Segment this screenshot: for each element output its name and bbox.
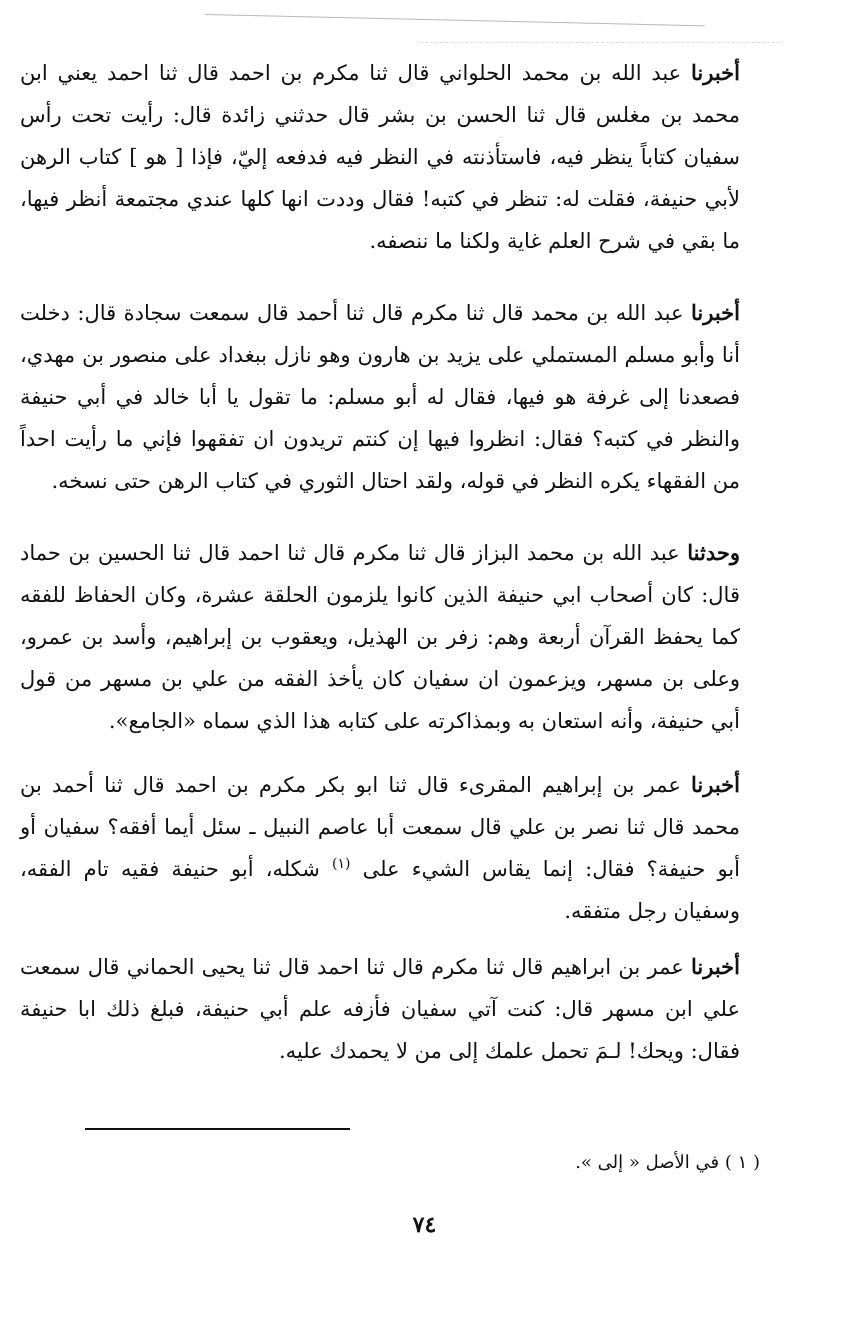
paragraph-3 <box>20 532 740 742</box>
footnote: ( ١ ) في الأصل « إلى ». <box>575 1152 760 1173</box>
paragraph-text: عبد الله بن محمد الحلواني قال ثنا مكرم بن احمد قال ثنا احمد يعني ابن محمد بن مغلس قال ثنا الحسن بن بشر قال حدثني زائدة قال: رأيت تحت رأس سفيان كتاباً ينظر فيه، فاستأذنته في النظر فيه فدفعه إليّ، فإذا [ هو ] كتاب الرهن لأبي حنيفة، فقلت له: تنظر في كتبه! فقال وددت انها كلها عندي مجتمعة أنظر فيها، ما بقي في شرح العلم غاية ولكنا ما ننصفه. <box>20 61 740 253</box>
paragraph-4 <box>20 764 740 932</box>
paragraph-lead: أخبرنا <box>691 300 740 325</box>
paragraph-text: عمر بن إبراهيم المقرىء قال ثنا ابو بكر مكرم بن احمد قال ثنا أحمد بن محمد قال ثنا نصر بن علي قال سمعت أبا عاصم النبيل ـ سئل أيما أفقه؟ سفيان أو أبو حنيفة؟ فقال: إنما يقاس الشيء على <box>20 773 740 881</box>
scan-edge-line-faint <box>420 42 780 43</box>
footnote-divider <box>85 1128 350 1130</box>
paragraph-5 <box>20 946 740 1072</box>
footnote-marker: (١) <box>332 856 351 872</box>
page-number: ٧٤ <box>412 1212 437 1238</box>
paragraph-text: عمر بن ابراهيم قال ثنا مكرم قال ثنا احمد قال ثنا يحيى الحماني قال سمعت علي ابن مسهر قال: كنت آتي سفيان فأزفه علم أبي حنيفة، فبلغ ذلك ابا حنيفة فقال: ويحك! لـمَ تحمل علمك إلى من لا يحمدك عليه. <box>20 955 740 1063</box>
paragraph-lead: وحدثنا <box>687 540 740 565</box>
scan-edge-line <box>205 14 705 26</box>
paragraph-lead: أخبرنا <box>691 772 740 797</box>
paragraph-text-continued: شكله، أبو حنيفة فقيه تام الفقه، وسفيان رجل متفقه. <box>20 857 740 923</box>
paragraph-2 <box>20 292 740 502</box>
paragraph-text: عبد الله بن محمد قال ثنا مكرم قال ثنا أحمد قال سمعت سجادة قال: دخلت أنا وأبو مسلم المستملي على يزيد بن هارون وهو نازل ببغداد على منصور بن مهدي، فصعدنا إلى غرفة هو فيها، فقال له أبو مسلم: ما تقول يا أبا خالد في أبي حنيفة والنظر في كتبه؟ فقال: انظروا فيها إن كنتم تريدون ان تفقهوا فإني ما رأيت احداً من الفقهاء يكره النظر في قوله، ولقد احتال الثوري في كتاب الرهن حتى نسخه. <box>20 301 740 493</box>
paragraph-1 <box>20 52 740 262</box>
paragraph-text: عبد الله بن محمد البزاز قال ثنا مكرم قال ثنا احمد قال ثنا الحسين بن حماد قال: كان أصحاب ابي حنيفة الذين كانوا يلزمون الحلقة عشرة، وكان الحفاظ للفقه كما يحفظ القرآن أربعة وهم: زفر بن الهذيل، ويعقوب بن إبراهيم، وأسد بن عمرو، وعلى بن مسهر، ويزعمون ان سفيان كان يأخذ الفقه من علي بن مسهر من قول أبي حنيفة، وأنه استعان به وبمذاكرته على كتابه هذا الذي سماه «الجامع». <box>20 541 740 733</box>
main-text <box>20 52 740 1072</box>
paragraph-lead: أخبرنا <box>691 60 740 85</box>
paragraph-lead: أخبرنا <box>691 954 740 979</box>
